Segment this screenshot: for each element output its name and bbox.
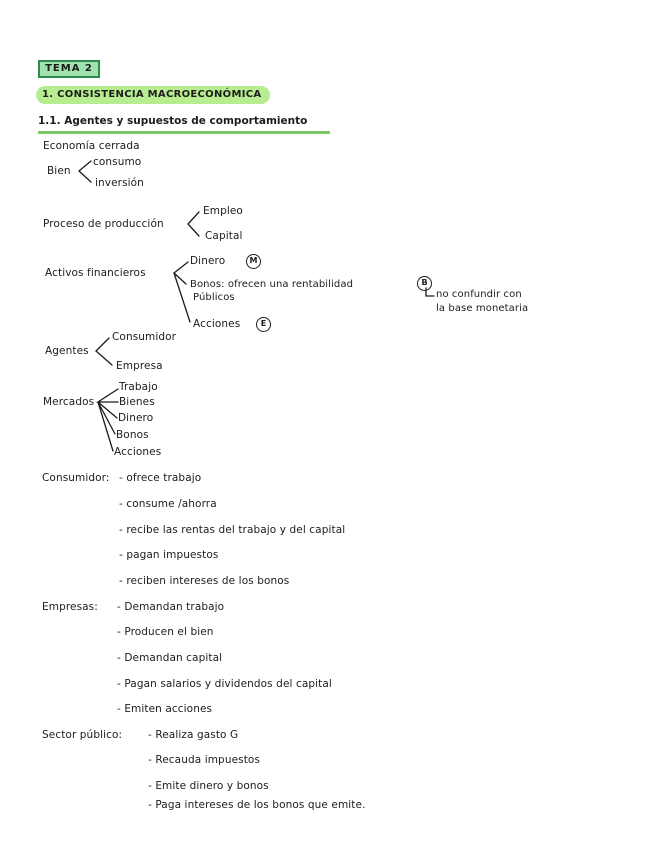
sector-publico-label: Sector público: — [42, 729, 123, 741]
economia-title: Economía cerrada — [43, 140, 140, 152]
agente-item: Empresa — [116, 360, 163, 372]
topic-label: TEMA 2 — [38, 60, 100, 78]
agentes-bracket — [96, 338, 112, 365]
agente-item: Consumidor — [112, 331, 177, 343]
equity-mark-icon: E — [256, 317, 271, 332]
section-heading: 1. CONSISTENCIA MACROECONÓMICA — [36, 86, 270, 104]
mercado-item: Acciones — [114, 446, 162, 458]
activo-bonos: Bonos: ofrecen una rentabilidad — [190, 279, 354, 290]
consumidor-item: - pagan impuestos — [119, 549, 219, 561]
mercado-item: Trabajo — [119, 381, 158, 393]
bonos-note: no confundir con — [436, 289, 522, 300]
activo-dinero: Dinero — [190, 255, 226, 267]
mercado-item: Bienes — [119, 396, 155, 408]
empresas-item: - Pagan salarios y dividendos del capital — [117, 678, 332, 690]
consumidor-item: - reciben intereses de los bonos — [119, 575, 290, 587]
empresas-item: - Emiten acciones — [117, 703, 213, 715]
bonos-note: la base monetaria — [436, 303, 529, 314]
bonds-mark-icon: B — [417, 276, 432, 291]
bien-item: consumo — [93, 156, 142, 168]
mercados-label: Mercados — [43, 396, 95, 408]
agentes-label: Agentes — [45, 345, 89, 357]
bien-item: inversión — [95, 177, 144, 189]
empresas-item: - Demandan capital — [117, 652, 223, 664]
bien-label: Bien — [47, 165, 71, 177]
activo-bonos-publicos: Públicos — [193, 292, 235, 303]
empresas-label: Empresas: — [42, 601, 98, 613]
money-mark-icon: M — [246, 254, 261, 269]
mercados-bracket — [98, 389, 118, 451]
consumidor-label: Consumidor: — [42, 472, 110, 484]
proceso-label: Proceso de producción — [43, 218, 164, 230]
subsection-heading: 1.1. Agentes y supuestos de comportamiento — [38, 114, 330, 134]
sector-publico-item: - Emite dinero y bonos — [148, 780, 269, 792]
proceso-item: Empleo — [203, 205, 243, 217]
consumidor-item: - recibe las rentas del trabajo y del capital — [119, 524, 346, 536]
activo-acciones: Acciones — [193, 318, 241, 330]
sector-publico-item: - Realiza gasto G — [148, 729, 239, 741]
proceso-bracket — [188, 212, 199, 236]
bien-bracket — [79, 161, 91, 182]
proceso-item: Capital — [205, 230, 243, 242]
consumidor-item: - ofrece trabajo — [119, 472, 202, 484]
mercado-item: Bonos — [116, 429, 149, 441]
activos-label: Activos financieros — [45, 267, 146, 279]
consumidor-item: - consume /ahorra — [119, 498, 217, 510]
sector-publico-item: - Recauda impuestos — [148, 754, 261, 766]
activos-bracket — [174, 262, 190, 322]
empresas-item: - Demandan trabajo — [117, 601, 225, 613]
mercado-item: Dinero — [118, 412, 154, 424]
sector-publico-item: - Paga intereses de los bonos que emite. — [148, 799, 366, 811]
empresas-item: - Producen el bien — [117, 626, 214, 638]
